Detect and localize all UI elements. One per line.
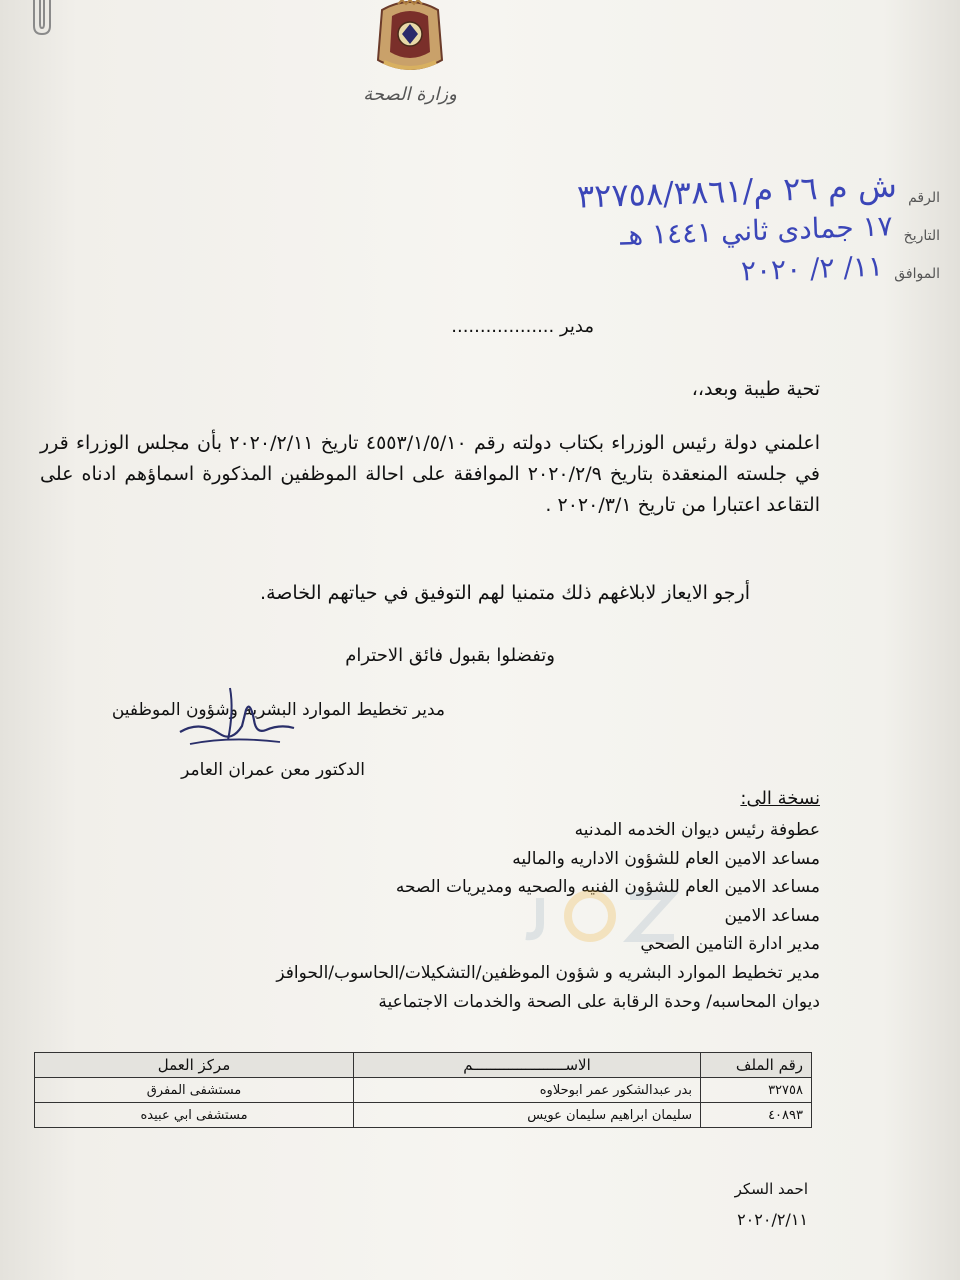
signatory-name: الدكتور معن عمران العامر [181,760,365,780]
reference-date-row [619,209,940,252]
closing-regards: وتفضلوا بقبول فائق الاحترام [345,645,555,666]
copy-recipient: عطوفة رئيس ديوان الخدمه المدنيه [574,820,820,840]
paperclip-icon [28,0,68,40]
copy-recipient: ديوان المحاسبه/ وحدة الرقابة على الصحة والخدمات الاجتماعية [378,991,820,1012]
handwritten-signature [170,680,300,760]
header-file-number: رقم الملف [701,1053,812,1078]
header-workplace: مركز العمل [35,1053,354,1078]
cell-file-number: ٣٢٧٥٨ [701,1078,812,1103]
copy-recipient: مدير تخطيط الموارد البشريه و شؤون الموظفين/التشكيلات/الحاسوب/الحوافز [276,962,820,983]
cell-name: بدر عبدالشكور عمر ابوحلاوه [354,1078,701,1103]
closing-request: أرجو الايعاز لابلاغهم ذلك متمنيا لهم التوفيق في حياتهم الخاصة. [260,582,750,604]
table-row [35,1103,812,1128]
header-name: الاســـــــــــــــــــــم [354,1053,701,1078]
table-row [35,1078,812,1103]
reference-number-label: الرقم [908,190,940,206]
reference-date-value: ١٧ جمادى ثاني ١٤٤١ هـ [619,209,894,252]
copy-recipient: مساعد الامين العام للشؤون الاداريه والماليه [512,848,820,869]
addressee: مدير .................. [451,316,594,337]
cell-file-number: ٤٠٨٩٣ [701,1103,812,1128]
prepared-by: احمد السكر [734,1180,808,1198]
greeting: تحية طيبة وبعد،، [691,378,820,400]
reference-corresponding-value: ١١/ ٢/ ٢٠٢٠ [740,249,884,288]
copy-recipient: مدير ادارة التامين الصحي [640,934,820,955]
table-header-row [35,1053,812,1078]
ministry-name: وزارة الصحة [363,84,457,105]
copy-recipient: مساعد الامين [724,905,820,926]
signatory-title: مدير تخطيط الموارد البشريه وشؤون الموظفين [111,700,445,720]
body-paragraph: اعلمني دولة رئيس الوزراء بكتاب دولته رقم ٤٥٥٣/١/٥/١٠ تاريخ ٢٠٢٠/٢/١١ بأن مجلس الوزراء قرر في جلسته المنعقدة بتاريخ ٢٠٢٠/٢/٩ الموافقة على احالة الموظفين المذكورة اسماؤهم ادناه على التقاعد اعتبارا من تاريخ ٢٠٢٠/٣/١ . [40,432,821,516]
coat-of-arms-emblem [362,0,458,82]
watermark-logo [520,880,720,950]
cell-workplace: مستشفى المفرق [35,1078,354,1103]
reference-number-row [576,166,940,216]
reference-number-value: ش م ٢٦ م/٣٢٧٥٨/٣٨٦١ [576,166,898,216]
employees-table [34,1052,812,1128]
cell-name: سليمان ابراهيم سليمان عويس [354,1103,701,1128]
reference-date-label: التاريخ [903,228,940,244]
cell-workplace: مستشفى ابي عبيده [35,1103,354,1128]
copies-heading: نسخة الى: [740,788,820,809]
reference-corresponding-label: الموافق [894,266,940,282]
issue-date: ٢٠٢٠/٢/١١ [737,1210,808,1229]
reference-corresponding-row [740,249,940,288]
copy-recipient: مساعد الامين العام للشؤون الفنيه والصحيه ومديريات الصحه [395,877,820,898]
